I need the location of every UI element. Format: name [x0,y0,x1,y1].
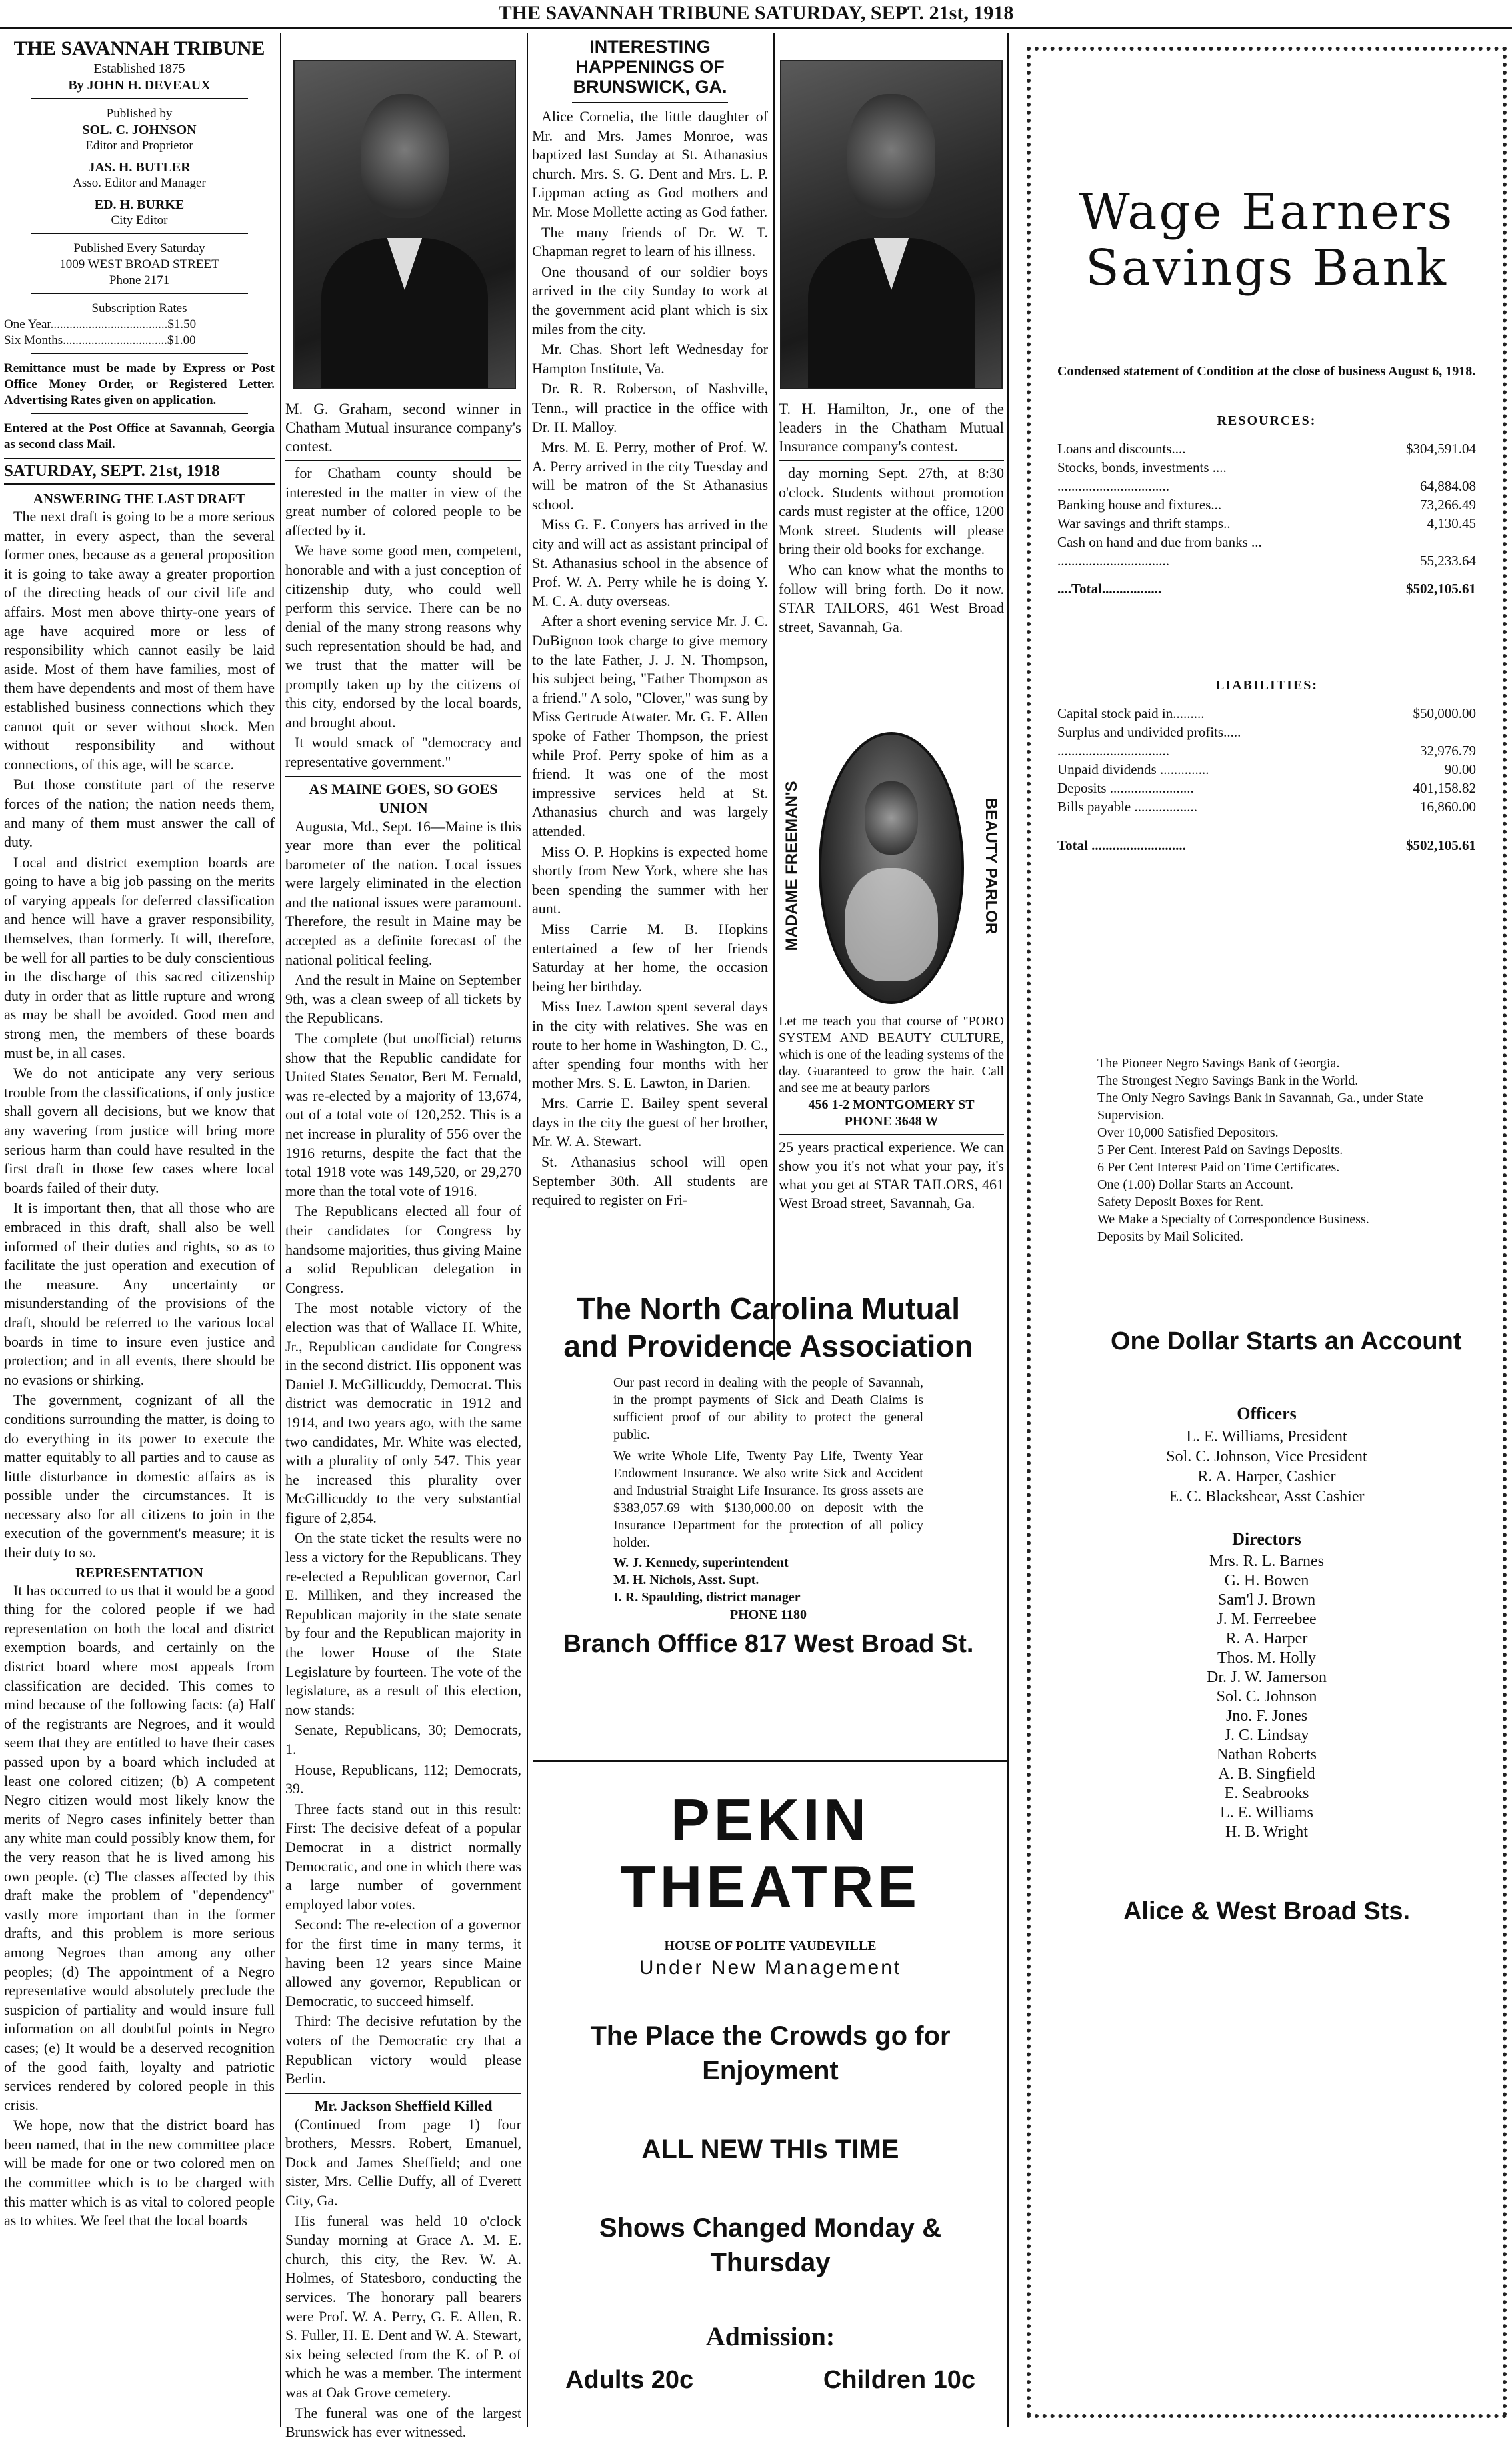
brunswick-news-continued [779,464,1004,637]
rate-year: One Year.....................................$1.50 [4,317,197,331]
star-tailors-ad: 25 years practical experience. We can show you it's not what your pay, it's what you get at STAR TAILORS, 461 West Broad street, Savannah, Ga. [779,1139,1004,1211]
editorial-paragraph: The next draft is going to be a more serious matter, in every aspect, than the several former ones, because as a general proposition it is going to take away a greater proportion of the directing heads of our civil life and affairs. Most men above thirty-one years of age have acquired more or less of responsibility which cannot easily be laid aside. Most of them have families, most of them have dependents and most of them have established business connections which they cannot quit or sever without shock. Men without responsibility and without connections, of this age, will be scarce. [4,508,275,773]
resource-row-value: 4,130.45 [1427,515,1476,531]
city-editor-role: City Editor [111,213,168,227]
beauty-copy: Let me teach you that course of "PORO SYSTEM AND BEAUTY CULTURE, which is one of the leading systems of the day. Guaranteed to grow the hair. Call and see me at beauty parlors [779,1014,1004,1095]
officer-item: L. E. Williams, President [1186,1428,1347,1445]
liability-row [1057,797,1476,816]
sheffield-headline: Mr. Jackson Sheffield Killed [314,2097,493,2114]
divider [285,2093,521,2094]
liability-row-value: 32,976.79 [1420,743,1476,759]
brunswick-paragraph: Dr. R. R. Roberson, of Nashville, Tenn., will practice in the office with Dr. H. Malloy. [532,380,768,435]
editorial-body [4,507,275,1563]
divider [285,460,521,461]
divider [779,1134,1004,1135]
established-line: Established 1875 [93,61,185,76]
publisher-role: Editor and Proprietor [85,139,193,153]
bank-feature-item: Over 10,000 Satisfied Depositors. [1097,1125,1279,1140]
director-item: Sol. C. Johnson [1216,1688,1317,1705]
director-item: G. H. Bowen [1224,1572,1309,1589]
divider [31,289,248,294]
ncm-district-manager: I. R. Spaulding, district manager [613,1590,801,1605]
director-item: J. M. Ferreebee [1217,1611,1317,1628]
resource-row-label: Cash on hand and due from banks ... [1057,534,1262,550]
bank-feature-item: The Only Negro Savings Bank in Savannah, Ga., under State Supervision. [1097,1091,1423,1123]
officer-item: R. A. Harper, Cashier [1197,1468,1336,1485]
editorial-paragraph: Local and district exemption boards are going to have a big job passing on the merits of varying appeals for deferred classification and hence will have a graver responsibility, themselves, than formerly. It will, therefore, be well for all parties to be duly conscientious in the discharge of this sacred citizenship duty in order that as little rupture and wrong as may be shall be avoided. Good men and strong men, the members of these boards must be, in all cases. [4,853,275,1061]
office-address: 1009 WEST BROAD STREET [59,257,219,271]
ncm-branch-office: Branch Offfice 817 West Broad St. [563,1630,974,1658]
director-item: H. B. Wright [1225,1823,1308,1841]
liability-row-value: 401,158.82 [1413,780,1476,796]
ncm-para-2: We write Whole Life, Twenty Pay Life, Twenty Year Endowment Insurance. We also write Sick and Accident and Industrial Straight Life Insurance. Its gross assets are $383,057.69 with $130,000.00 on deposit with the Insurance Department for the protection of all policy holder. [613,1449,923,1550]
liabilities-total-row [1057,836,1476,855]
page-masthead: THE SAVANNAH TRIBUNE SATURDAY, SEPT. 21st, 1918 [498,2,1014,24]
liability-row [1057,741,1476,760]
director-item: Mrs. R. L. Barnes [1209,1553,1324,1570]
north-carolina-mutual-ad [533,1290,1003,1743]
bank-feature-item: Deposits by Mail Solicited. [1097,1229,1243,1244]
officer-item: Sol. C. Johnson, Vice President [1166,1448,1367,1465]
rate-months: Six Months.................................$1.00 [4,333,196,347]
pekin-line-1: The Place the Crowds go for Enjoyment [590,2021,951,2085]
column-4 [779,400,1004,773]
maine-paragraph: The most notable victory of the election was that of Wallace H. White, Jr., Republican candidate for Congress in the second district. His opponent was Daniel J. McGillicuddy, Democrat. This district was democratic in 1912 and 1914, and two years ago, with the same two candidates, Mr. White was elected, with a plurality of only 547. This year he increased this plurality over McGillicuddy to the very substantial figure of 2,854. [285,1299,521,1526]
bank-feature-item: 6 Per Cent Interest Paid on Time Certificates. [1097,1160,1340,1175]
ad-divider [533,1760,1007,1762]
directors-head: Directors [1232,1529,1301,1549]
resource-row [1057,458,1476,477]
director-item: L. E. Williams [1220,1804,1313,1821]
editorial-paragraph: The government, cognizant of all the conditions surrounding the matter, is doing to do everything in its power to execute the matter equitably to all parties and to cause as little disturbance in domestic affairs as is possible under the circumstances. It is necessary also for all citizens to join in the execution of the government's measure; it is their duty to so. [4,1391,275,1561]
brunswick-paragraph: Mrs. Carrie E. Bailey spent several days in the city the guest of her brother, Mr. W. A. Stewart. [532,1095,768,1150]
divider [31,94,248,99]
liability-row-value: $50,000.00 [1413,705,1476,721]
resources-total-label: ....Total................. [1057,581,1162,597]
editorial-paragraph: We do not anticipate any very serious trouble from the classifications, if only justice shall govern all decisions, but we know that any wavering from justice will bring more serious harm than could have resulted in the first draft in those few cases where local boards failed of their duty. [4,1065,275,1196]
divider [779,460,1004,461]
resources-head: RESOURCES: [1217,413,1317,428]
paper-name: THE SAVANNAH TRIBUNE [13,37,265,59]
director-item: Jno. F. Jones [1225,1707,1308,1725]
pekin-theatre-ad [539,1773,1002,2427]
beauty-label-right: BEAUTY PARLOR [982,797,1000,935]
sheffield-article [285,2115,521,2442]
resource-row-label: War savings and thrift stamps.. [1057,515,1231,531]
city-editor-name: ED. H. BURKE [94,197,185,212]
sheffield-paragraph: (Continued from page 1) four brothers, Messrs. Robert, Emanuel, Dock and James Sheffield; and one sister, Mrs. Cellie Duffy, all of Everett City, Ga. [285,2115,521,2209]
bank-slogan: One Dollar Starts an Account [1111,1327,1462,1355]
beauty-phone: PHONE 3648 W [844,1114,939,1129]
wage-earners-bank-ad [1027,47,1507,2418]
maine-paragraph: Second: The re-election of a governor for the first time in many terms, it having been 12 years since Maine allowed any governor, Republican or Democratic, to succeed himself. [285,1916,521,2009]
resource-row [1057,533,1476,551]
bank-title-1: Wage Earners [1079,183,1455,241]
pekin-line-3: Shows Changed Monday & Thursday [599,2213,942,2277]
representation-headline: REPRESENTATION [75,1564,203,1581]
maine-paragraph: The complete (but unofficial) returns show that the Republic candidate for United States Senator, Bert M. Fernald, was re-elected by a majority of 13,674, out of a total vote of 120,252. This is a net increase in plurality of 556 over the 1916 returns, despite the fact that the total 1918 vote was 149,520, or 29,270 more than the total vote of 1916. [285,1030,521,1199]
maine-paragraph: On the state ticket the results were no less a victory for the Republicans. They re-elected a Republican governor, Carl E. Milliken, and they increased the Republican majority in the state senate by four and the Republican majority in the lower House of the State Legislature by fourteen. The vote of the legislature, as a result of this election, now stands: [285,1529,521,1718]
column-rule [280,33,281,2427]
resource-row [1057,495,1476,514]
divider [285,776,521,777]
director-item: Dr. J. W. Jamerson [1207,1669,1327,1686]
maine-paragraph: And the result in Maine on September 9th, was a clean sweep of all tickets by the Republicans. [285,971,521,1027]
director-item: J. C. Lindsay [1224,1727,1309,1744]
editorial-paragraph: It is important then, that all those who are embraced in this draft, shall also be well informed of their duties and rights, so as to facilitate the just operation and execution of the measure. Any uncertainty or misunderstanding of the provisions of the draft, should be referred to the various local boards in time to insure even justice and protection; and in all events, there should be no evasions or shirking. [4,1199,275,1388]
ncm-phone: PHONE 1180 [729,1607,807,1622]
resource-row-label: ................................ [1057,553,1169,569]
brunswick-paragraph: Mrs. M. E. Perry, mother of Prof. W. A. Perry arrived in the city Tuesday and will be matron of the St Athanasius school. [532,439,768,513]
office-phone: Phone 2171 [109,273,170,287]
maine-paragraph: Third: The decisive refutation by the voters of the Democratic cry that a Republican victory would please Berlin. [285,2013,521,2087]
liabilities-total-label: Total ........................... [1057,837,1186,853]
director-item: Thos. M. Holly [1217,1649,1316,1667]
liability-row [1057,779,1476,797]
assoc-editor-role: Asso. Editor and Manager [73,176,206,190]
liability-row [1057,760,1476,779]
portrait-graham [293,60,516,389]
publisher-name: SOL. C. JOHNSON [82,123,197,137]
bank-address-footer: Alice & West Broad Sts. [1123,1897,1411,1925]
liability-row [1057,704,1476,723]
sheffield-paragraph: His funeral was held 10 o'clock Sunday morning at Grace A. M. E. church, this city, the Rev. W. A. Holmes, of Statesboro, conducting the services. The honorary pall bearers were Prof. W. A. Perry, G. E. Allen, R. S. Fuller, H. E. Dent and W. A. Stewart, six being selected from the K. of P. of which he was a member. The interment was at Oak Grove cemetery. [285,2212,521,2401]
masthead-rule [0,27,1512,29]
bank-feature-item: We Make a Specialty of Correspondence Business. [1097,1212,1369,1227]
maine-paragraph: Augusta, Md., Sept. 16—Maine is this year more than ever the political barometer of the nation. Local issues were largely eliminated in the election and the national issues were paramount. Therefore, the result in Maine may be accepted as a definite forecast of the national political feeling. [285,817,521,968]
resources-total-value: $502,105.61 [1406,581,1476,597]
beauty-parlor-ad [779,727,1004,1007]
brunswick-paragraph: One thousand of our soldier boys arrived in the city Sunday to work at the government acid plant which is six miles from the city. [532,263,768,337]
ncm-title-1: The North Carolina Mutual [577,1291,960,1326]
column-rule [1007,33,1009,2427]
brunswick-paragraph: Miss G. E. Conyers has arrived in the city and will act as assistant principal of St. Athanasius school in the absence of Prof. W. A. Perry while he is doing Y. M. C. A. duty overseas. [532,516,768,609]
editorial-headline: ANSWERING THE LAST DRAFT [33,491,246,507]
beauty-address: 456 1-2 MONTGOMERY ST [808,1097,975,1112]
resource-row-label: ................................ [1057,478,1169,494]
director-item: Sam'l J. Brown [1217,1591,1316,1609]
resource-row [1057,514,1476,533]
hamilton-caption: T. H. Hamilton, Jr., one of the leaders in the Chatham Mutual Insurance company's contest. [779,401,1004,455]
issue-date: SATURDAY, SEPT. 21st, 1918 [4,458,275,485]
director-item: Nathan Roberts [1217,1746,1317,1763]
bank-features-list [1097,1055,1476,1245]
representation-continued [285,464,521,772]
remittance-note: Remittance must be made by Express or Post Office Money Order, or Registered Letter. Advertising Rates given on application. [4,361,275,407]
column-2 [285,400,521,2441]
resource-row [1057,439,1476,458]
liability-row-value: 90.00 [1444,761,1476,777]
madame-freeman-portrait [819,732,964,1004]
maine-paragraph: House, Republicans, 112; Democrats, 39. [285,1761,521,1797]
liabilities-total-value: $502,105.61 [1406,837,1476,853]
representation-continued-paragraph: It would smack of "democracy and representative government." [285,734,521,770]
published-every: Published Every Saturday [73,241,205,255]
divider [31,229,248,234]
liability-row-label: Deposits ........................ [1057,780,1194,796]
pekin-title: PEKIN THEATRE [619,1787,921,1919]
pekin-management: Under New Management [639,1957,902,1979]
editorial-paragraph: But those constitute part of the reserve forces of the nation; the nation needs them, and many of them must answer the call of duty. [4,776,275,851]
representation-body [4,1581,275,2231]
bank-title-2: Savings Bank [1085,239,1448,297]
bank-feature-item: 5 Per Cent. Interest Paid on Savings Deposits. [1097,1143,1343,1157]
resource-row-label: Stocks, bonds, investments .... [1057,459,1227,475]
liabilities-list [1057,704,1476,816]
director-item: R. A. Harper [1225,1630,1308,1647]
column-1 [4,37,275,2427]
maine-paragraph: Senate, Republicans, 30; Democrats, 1. [285,1721,521,1757]
founder-line: By JOHN H. DEVEAUX [68,78,211,93]
director-item: A. B. Singfield [1218,1765,1315,1783]
brunswick-paragraph: Miss O. P. Hopkins is expected home shortly from New York, where she has been spending the summer with her aunt. [532,843,768,917]
column-3 [532,37,768,1290]
maine-article [285,817,521,2089]
assoc-editor-name: JAS. H. BUTLER [88,160,191,175]
representation-continued-paragraph: for Chatham county should be interested in the matter in view of the great number of colored people to be affected by it. [285,465,521,539]
ncm-asst-supt: M. H. Nichols, Asst. Supt. [613,1573,759,1587]
representation-paragraph: We hope, now that the district board has been named, that in the new committee place will be made for one or two colored men on the committee which is to be charged with this matter which is as vital to colored people as to whites. We feel that the local boards [4,2117,275,2229]
liability-row-label: Surplus and undivided profits..... [1057,724,1241,740]
brunswick-paragraph: Miss Inez Lawton spent several days in the city with relatives. She was en route to her home in Washington, D. C., after spending four months with her mother Mrs. S. E. Lawton, in Darien. [532,998,768,1091]
sheffield-paragraph: The funeral was one of the largest Brunswick has ever witnessed. [285,2404,521,2441]
portrait-hamilton [780,60,1003,389]
resource-row [1057,477,1476,495]
divider [31,409,248,414]
column-rule [773,33,775,1360]
liabilities-head: LIABILITIES: [1215,678,1319,693]
liability-row-label: ................................ [1057,743,1169,759]
resource-row-value: 73,266.49 [1420,497,1476,513]
beauty-parlor-text [779,1013,1004,1293]
beauty-label-left: MADAME FREEMAN'S [783,781,801,951]
director-item: E. Seabrooks [1224,1785,1309,1802]
entered-note: Entered at the Post Office at Savannah, Georgia as second class Mail. [4,421,275,451]
resources-list [1057,439,1476,570]
officers-list [1031,1427,1503,1507]
ncm-para-1: Our past record in dealing with the people of Savannah, in the prompt payments of Sick and Death Claims is sufficient proof of our ability to protect the general public. [613,1375,923,1442]
liability-row-value: 16,860.00 [1420,799,1476,815]
resource-row-value: 64,884.08 [1420,478,1476,494]
representation-continued-paragraph: We have some good men, competent, honorable and with a just conception of citizenship duty, who could well perform this service. There can be no denial of the many strong reasons why such representation should be had, and we trust that the matter will be promptly taken up by the citizens of this city, endorsed by the local boards, and brought about. [285,542,521,731]
pekin-adults-price: Adults 20c [565,2366,694,2394]
pekin-subtitle: HOUSE OF POLITE VAUDEVILLE [664,1939,877,1953]
ncm-superintendent: W. J. Kennedy, superintendent [613,1555,789,1570]
ncm-title-2: and Providence Association [563,1329,973,1363]
liability-row-label: Capital stock paid in......... [1057,705,1205,721]
bank-feature-item: The Pioneer Negro Savings Bank of Georgia. [1097,1056,1340,1071]
pekin-line-2: ALL NEW THIs TIME [641,2135,899,2164]
bank-condensed-statement: Condensed statement of Condition at the close of business August 6, 1918. [1057,364,1476,379]
pekin-admission: Admission: [705,2321,835,2351]
liability-row-label: Bills payable .................. [1057,799,1197,815]
brunswick-continued-paragraph: day morning Sept. 27th, at 8:30 o'clock. Students without promotion cards must register at the office, 1200 Monk street. Students will please bring their old books for exchange. [779,465,1004,558]
brunswick-continued-paragraph: Who can know what the months to follow will bring forth. Do it now. STAR TAILORS, 461 West Broad street, Savannah, Ga. [779,561,1004,635]
officers-head: Officers [1237,1404,1297,1423]
resource-row-value: $304,591.04 [1406,441,1476,457]
bank-feature-item: Safety Deposit Boxes for Rent. [1097,1195,1264,1209]
liability-row-label: Unpaid dividends .............. [1057,761,1209,777]
maine-paragraph: The Republicans elected all four of their candidates for Congress by handsome majorities, thus giving Maine a solid Republican delegation in Congress. [285,1203,521,1296]
published-by: Published by [106,107,173,121]
resources-total-row [1057,579,1476,598]
brunswick-paragraph: After a short evening service Mr. J. C. DuBignon took charge to give memory to the late Father, J. J. N. Thompson, his subject being, "Father Thompson as a friend." A solo, "Clover," was sung by Miss Gertrude Atwater. Mr. G. E. Allen spoke of Father Thompson, the priest while Prof. Perry spoke of him as a friend. It was one of the most impressive services held at St. Athanasius church and was largely attended. [532,613,768,839]
resource-row-label: Loans and discounts.... [1057,441,1186,457]
subscription-rates-head: Subscription Rates [91,301,187,315]
resource-row-label: Banking house and fixtures... [1057,497,1222,513]
maine-headline: AS MAINE GOES, SO GOES UNION [309,780,498,816]
liability-row [1057,723,1476,741]
officer-item: E. C. Blackshear, Asst Cashier [1169,1488,1365,1505]
resource-row [1057,551,1476,570]
representation-paragraph: It has occurred to us that it would be a good thing for the colored people if we had representation on both the local and district exemption boards, and certainly on the district board where most appeals from classification are decided. This comes to mind because of the following facts: (a) Half of the registrants are Negroes, and it would seem that they are entitled to have their cases passed upon by a board which included at least one colored citizen; (b) A competent Negro citizen would most likely know the merits of Negro cases infinitely better than any white man could possibly know them, for the very reason that he is lived among his own people. (c) The classes affected by this draft make the problem of "dependency" vastly more important than in the former drafts, and this problem is more serious among Negroes than among any other peoples; (d) The appointment of a Negro representative would absolutely preclude the suspicion of partiality and would insure full information on all doubtful points in Negro cases; (e) It would be a deserved recognition of the good faith, loyalty and patriotic services rendered by colored people in this crisis. [4,1581,275,2113]
brunswick-news [532,107,768,1210]
bank-feature-item: One (1.00) Dollar Starts an Account. [1097,1177,1293,1192]
brunswick-paragraph: Alice Cornelia, the little daughter of Mr. and Mrs. James Monroe, was baptized last Sunday at St. Athanasius church. Mrs. S. G. Dent and Mrs. L. P. Lippman acting as God mothers and Mr. Mose Mollette acting as God father. [532,108,768,220]
maine-paragraph: Three facts stand out in this result: First: The decisive defeat of a popular Democrat in a district normally Democratic, and one in which there was a large number of government employed labor votes. [285,1800,521,1913]
graham-caption: M. G. Graham, second winner in Chatham Mutual insurance company's contest. [285,401,521,455]
divider [31,349,248,354]
resource-row-value: 55,233.64 [1420,553,1476,569]
bank-feature-item: The Strongest Negro Savings Bank in the World. [1097,1073,1359,1088]
column-rule [527,33,528,2427]
brunswick-paragraph: St. Athanasius school will open September 30th. All students are required to register on Fri- [532,1153,768,1209]
directors-list [1031,1552,1503,1842]
brunswick-paragraph: Miss Carrie M. B. Hopkins entertained a few of her friends Saturday at her home, the occasion being her birthday. [532,920,768,995]
brunswick-paragraph: The many friends of Dr. W. T. Chapman regret to learn of his illness. [532,223,768,260]
pekin-children-price: Children 10c [823,2366,975,2394]
brunswick-headline: INTERESTING HAPPENINGS OF BRUNSWICK, GA. [573,37,727,97]
brunswick-paragraph: Mr. Chas. Short left Wednesday for Hampton Institute, Va. [532,341,768,377]
divider [572,102,728,103]
